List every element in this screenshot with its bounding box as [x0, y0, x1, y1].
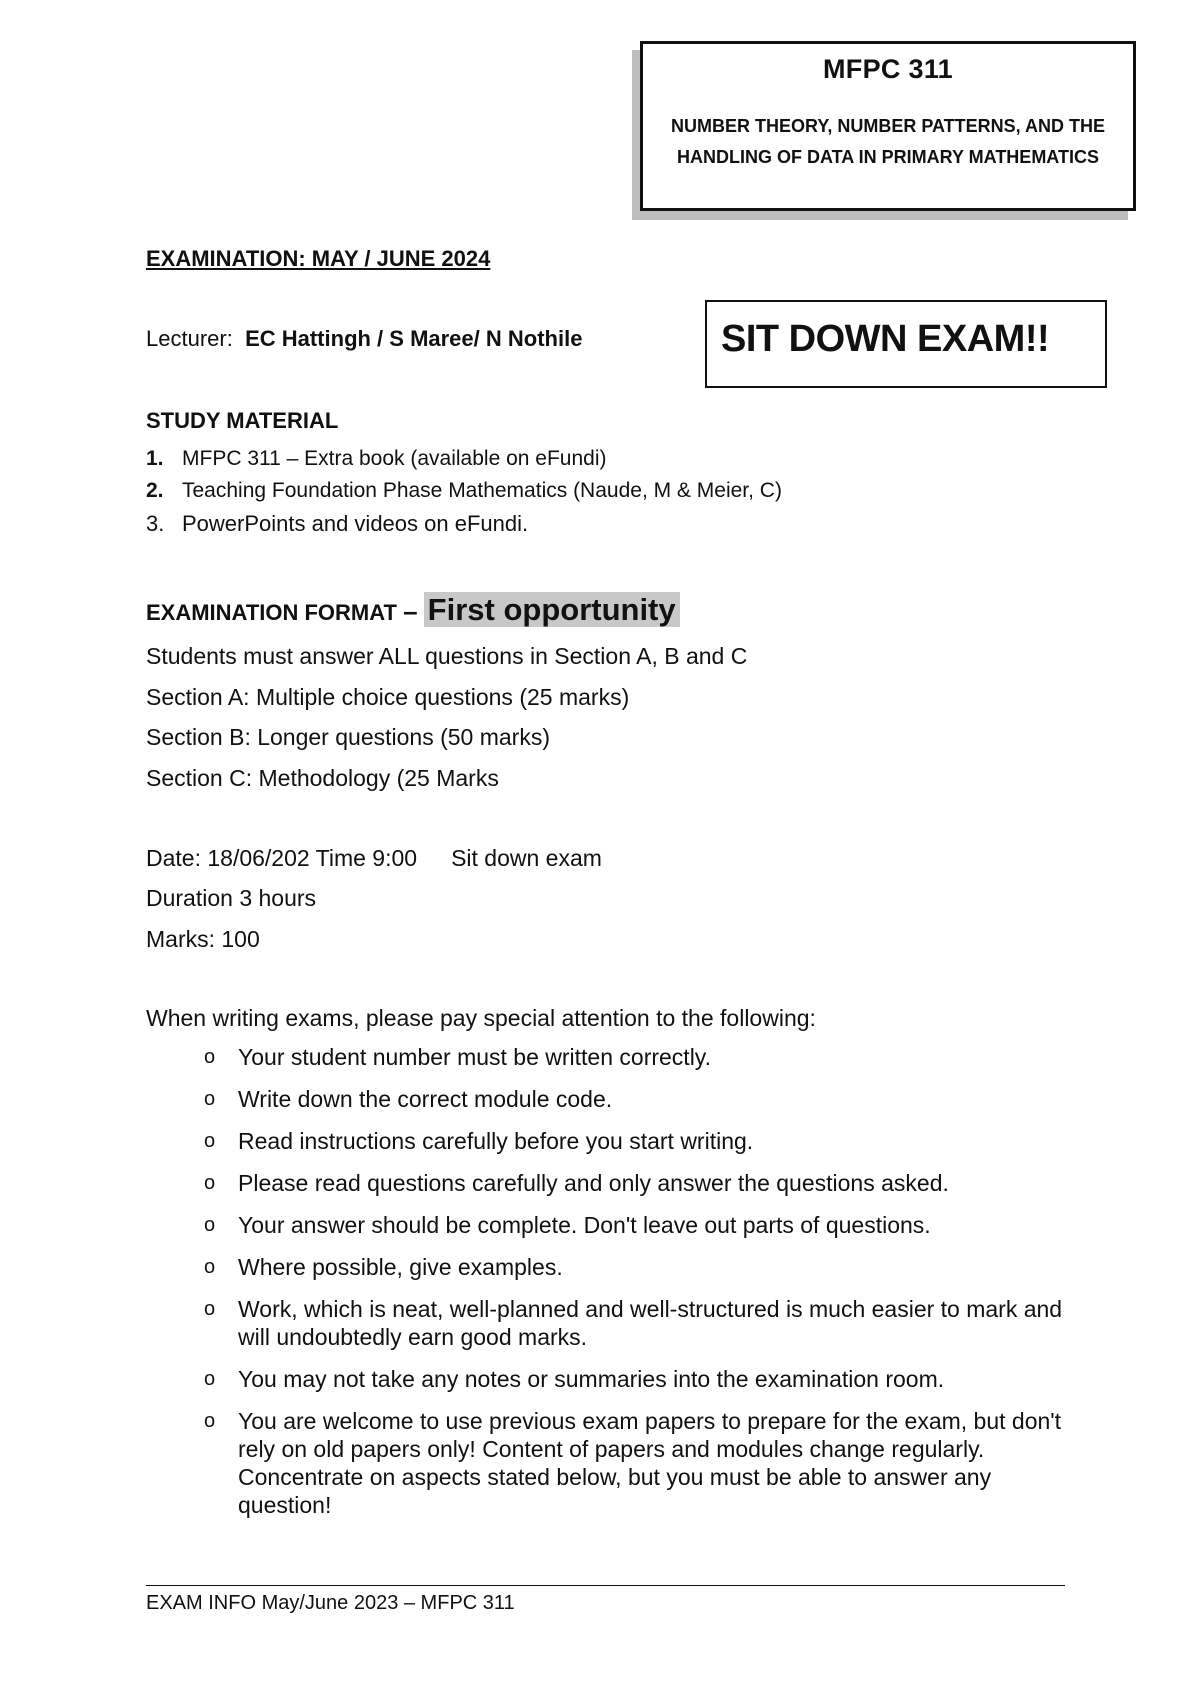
study-material-heading: STUDY MATERIAL: [146, 408, 339, 433]
exam-heading: EXAMINATION: MAY / JUNE 2024: [146, 246, 491, 271]
exam-date-time: Date: 18/06/202 Time 9:00: [146, 845, 418, 871]
exam-marks: Marks: 100: [146, 926, 260, 952]
list-item: [146, 1211, 1086, 1239]
bullet-icon: o: [204, 1368, 216, 1390]
exam-format-label: EXAMINATION FORMAT: [146, 600, 397, 625]
instructions-intro: When writing exams, please pay special attention to the following:: [146, 1005, 816, 1031]
study-item-text: Teaching Foundation Phase Mathematics (Naude, M & Meier, C): [182, 479, 782, 502]
list-item-text: Please read questions carefully and only answer the questions asked.: [238, 1170, 949, 1196]
study-item-number: 1.: [146, 447, 164, 470]
exam-opportunity-highlight: First opportunity: [424, 592, 680, 627]
footer-divider: [146, 1585, 1065, 1586]
study-item-text: MFPC 311 – Extra book (available on eFundi): [182, 447, 607, 470]
exam-format-dash: –: [403, 596, 418, 626]
list-item: [146, 1253, 1086, 1281]
sit-down-notice: SIT DOWN EXAM!!: [705, 300, 1107, 388]
exam-duration: Duration 3 hours: [146, 885, 317, 911]
bullet-icon: o: [204, 1172, 216, 1194]
list-item: [146, 1295, 1086, 1351]
exam-format-line: Section C: Methodology (25 Marks: [146, 765, 499, 791]
bullet-icon: o: [204, 1046, 216, 1068]
list-item: [146, 1085, 1086, 1113]
exam-format-heading: [146, 592, 680, 628]
study-item-number: 3.: [146, 511, 165, 536]
page-footer: EXAM INFO May/June 2023 – MFPC 311: [146, 1592, 515, 1614]
study-material-item: [146, 479, 782, 503]
study-item-number: 2.: [146, 479, 164, 502]
list-item: [146, 1127, 1086, 1155]
list-item-text: Where possible, give examples.: [238, 1254, 563, 1280]
exam-format-line: Section B: Longer questions (50 marks): [146, 724, 550, 750]
list-item-text: Read instructions carefully before you start writing.: [238, 1128, 754, 1154]
bullet-icon: o: [204, 1088, 216, 1110]
list-item-text: Write down the correct module code.: [238, 1086, 613, 1112]
list-item: [146, 1407, 1086, 1519]
list-item-text: You are welcome to use previous exam papers to prepare for the exam, but don't rely on old papers only! Content of papers and modules change regularly. Concentrate on aspects stated below, but you must be able to answer any question!: [238, 1408, 1062, 1518]
module-description: [643, 111, 1133, 173]
module-title-box: [640, 41, 1136, 211]
exam-format-line: Students must answer ALL questions in Section A, B and C: [146, 643, 748, 669]
list-item-text: Your answer should be complete. Don't leave out parts of questions.: [238, 1212, 931, 1238]
exam-mode: Sit down exam: [451, 845, 602, 871]
bullet-icon: o: [204, 1410, 216, 1432]
instructions-list: [146, 1043, 1086, 1533]
bullet-icon: o: [204, 1256, 216, 1278]
list-item-text: You may not take any notes or summaries into the examination room.: [238, 1366, 945, 1392]
list-item-text: Work, which is neat, well-planned and well-structured is much easier to mark and will undoubtedly earn good marks.: [238, 1296, 1063, 1350]
exam-format-line: Section A: Multiple choice questions (25 marks): [146, 684, 630, 710]
lecturer-names: EC Hattingh / S Maree/ N Nothile: [245, 326, 583, 351]
list-item: [146, 1365, 1086, 1393]
study-item-text: PowerPoints and videos on eFundi.: [182, 511, 529, 536]
lecturer-line: [146, 326, 582, 352]
lecturer-label: Lecturer:: [146, 326, 233, 351]
bullet-icon: o: [204, 1214, 216, 1236]
study-material-item: [146, 511, 528, 537]
exam-date-line: [146, 845, 602, 872]
list-item: [146, 1169, 1086, 1197]
module-description-line: HANDLING OF DATA IN PRIMARY MATHEMATICS: [677, 147, 1099, 167]
study-material-item: [146, 447, 607, 471]
list-item-text: Your student number must be written correctly.: [238, 1044, 711, 1070]
module-code: MFPC 311: [823, 54, 953, 84]
list-item: [146, 1043, 1086, 1071]
bullet-icon: o: [204, 1130, 216, 1152]
bullet-icon: o: [204, 1298, 216, 1320]
module-description-line: NUMBER THEORY, NUMBER PATTERNS, AND THE: [670, 116, 1105, 136]
